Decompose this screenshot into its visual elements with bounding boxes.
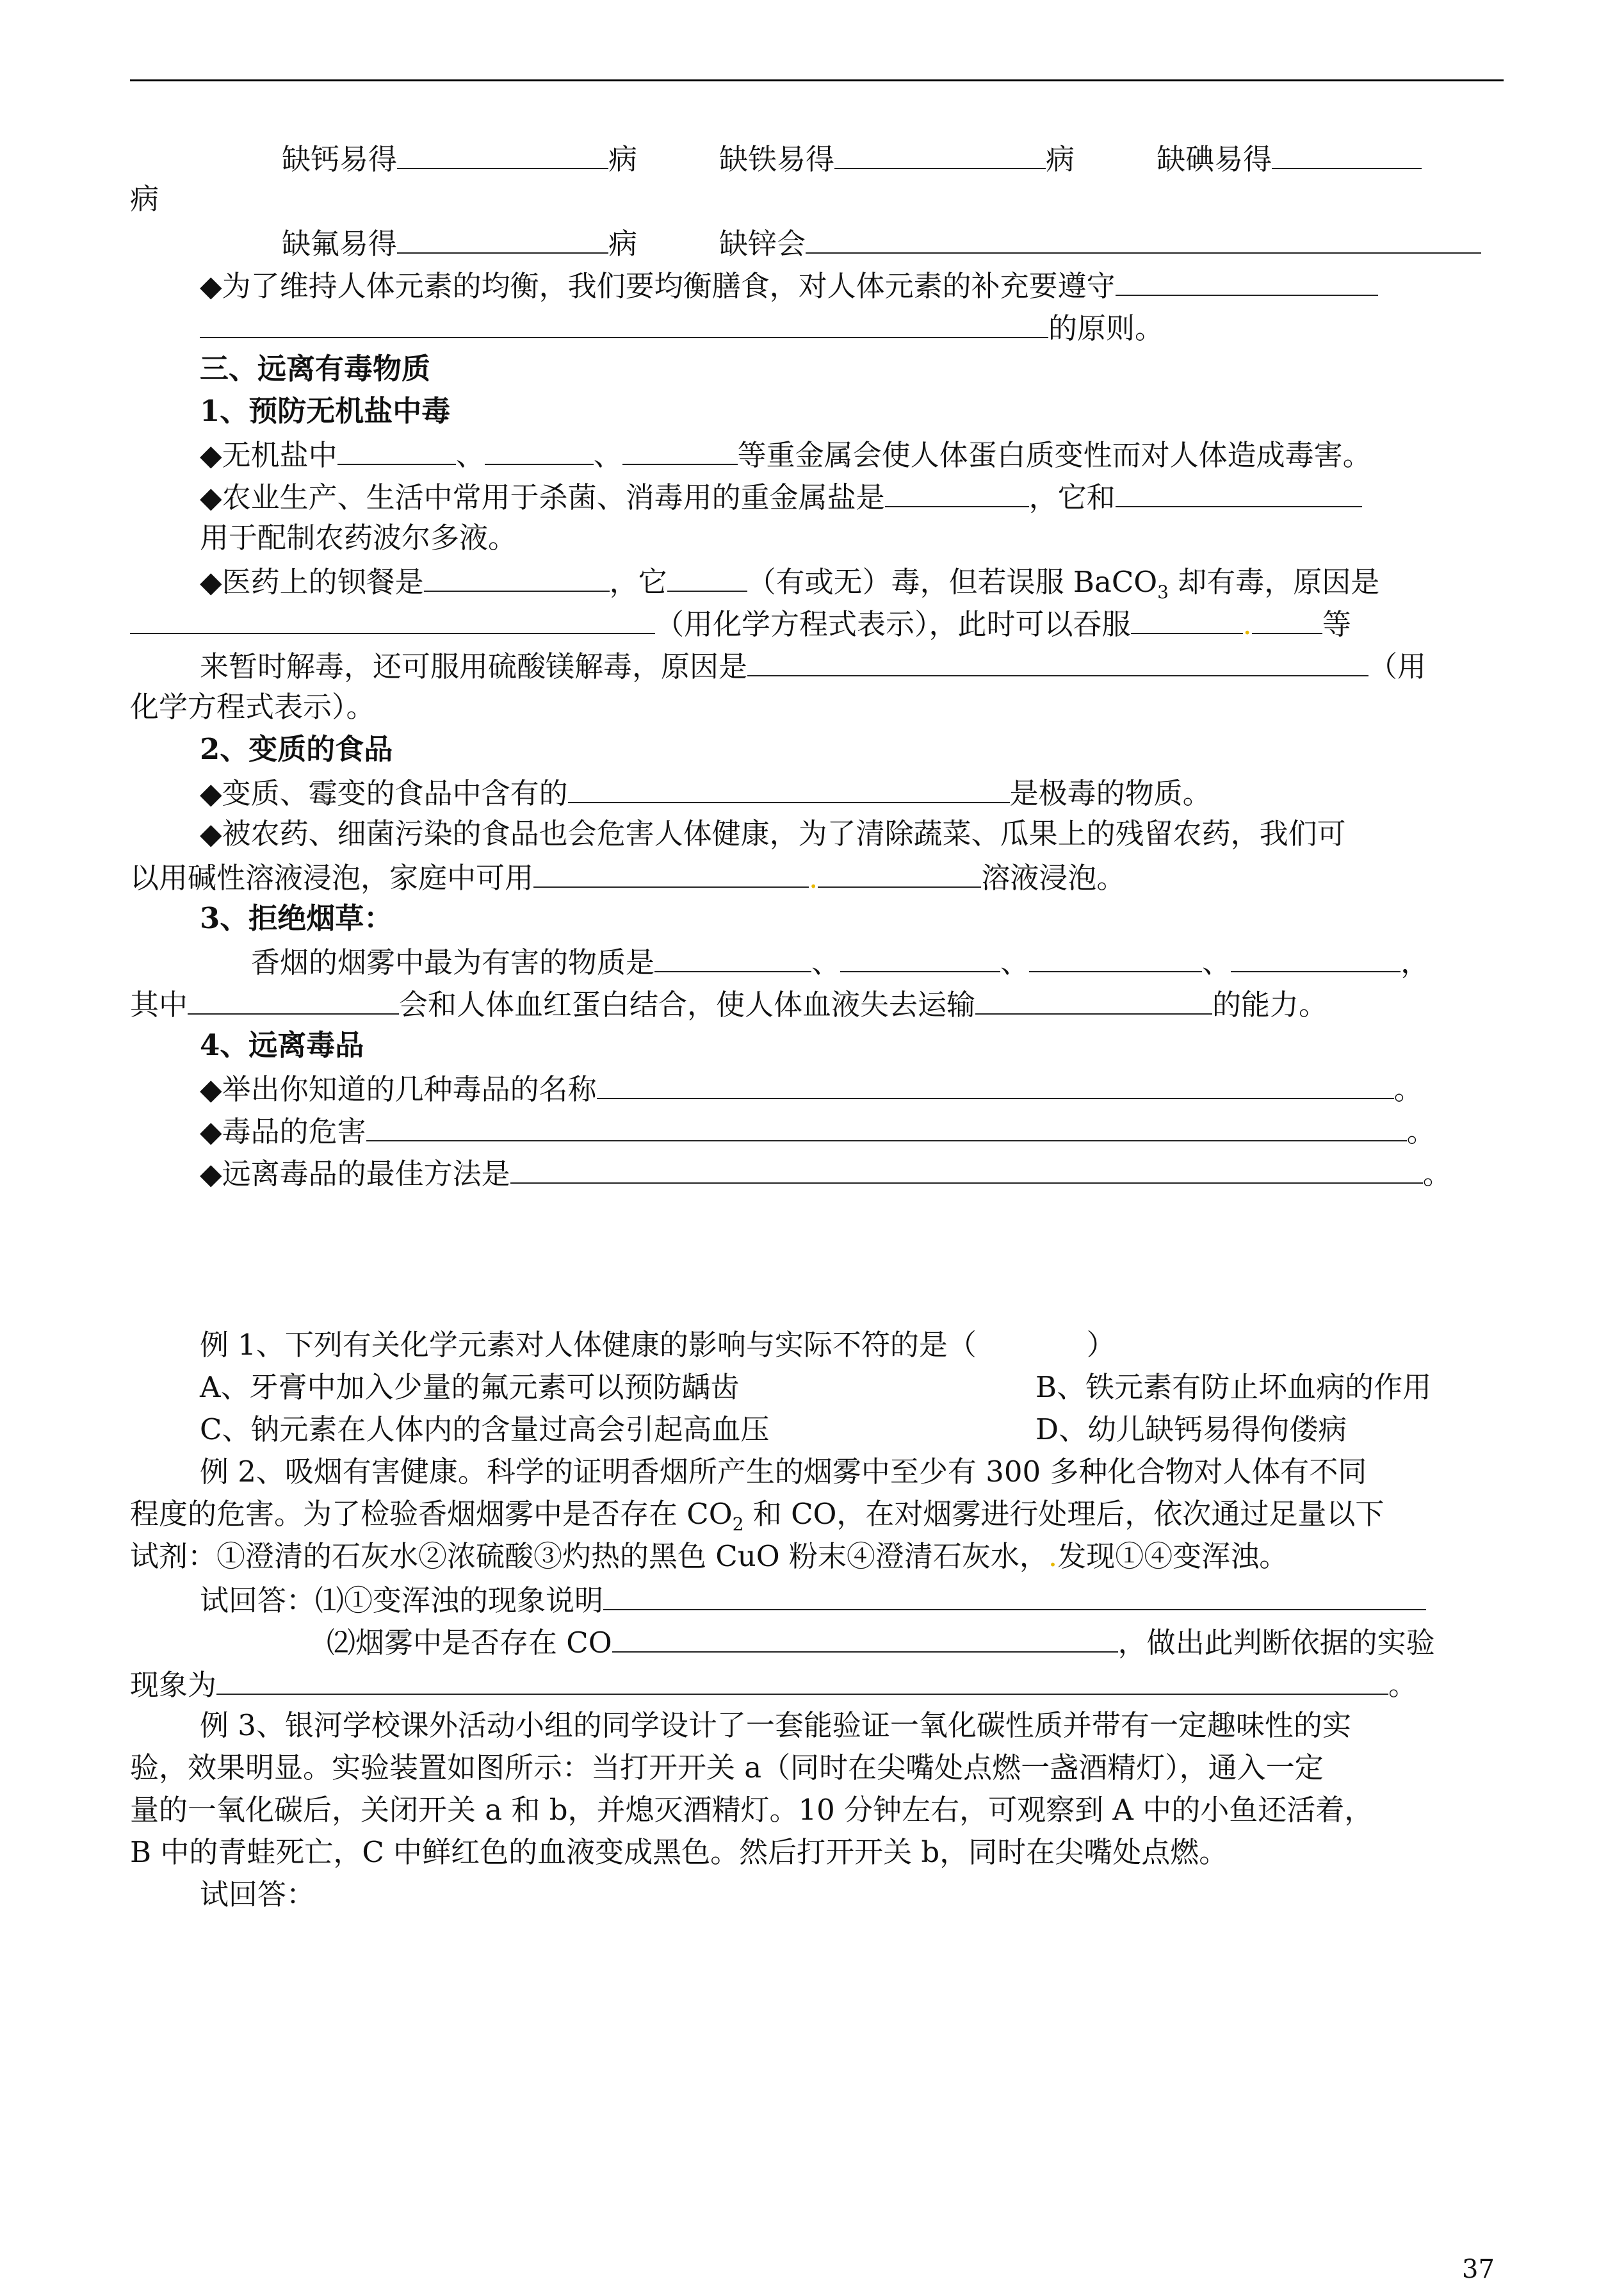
subsection-3: 3、拒绝烟草： xyxy=(200,901,393,935)
section-title: 三、远离有毒物质 xyxy=(200,352,431,386)
example-1-option-a: A、牙膏中加入少量的氟元素可以预防龋齿 xyxy=(200,1370,740,1404)
drug-line-1: ◆举出你知道的几种毒品的名称 。 xyxy=(200,1065,1423,1111)
example-2-line-2: 程度的危害。为了检验香烟烟雾中是否存在 $CO_2$ 和 CO，在对烟雾进行处理后，依次通过足量以下 xyxy=(130,1497,1384,1535)
example-1-question: 例 1、下列有关化学元素对人体健康的影响与实际不符的是（ ） xyxy=(200,1328,1116,1362)
detox-line: 来暂时解毒，还可服用硫酸镁解毒，原因是 （用 xyxy=(200,642,1426,688)
pesticide-line-1: ◆被农药、细菌污染的食品也会危害人体健康，为了清除蔬菜、瓜果上的残留农药，我们可 xyxy=(200,817,1346,851)
example-2-q3: 现象为 。 xyxy=(130,1660,1417,1706)
heavy-metal-line: ◆无机盐中 、 、 等重金属会使人体蛋白质变性而对人体造成毒害。 xyxy=(200,430,1372,477)
example-3-line-2: 验，效果明显。实验装置如图所示：当打开开关 a（同时在尖嘴处点燃一盏酒精灯），通入一定 xyxy=(130,1751,1324,1785)
example-1-option-d: D、幼儿缺钙易得佝偻病 xyxy=(1035,1412,1347,1446)
example-2-line-1: 例 2、吸烟有害健康。科学的证明香烟所产生的烟雾中至少有 300 多种化合物对人体有不同 xyxy=(200,1455,1367,1489)
example-3-line-1: 例 3、银河学校课外活动小组的同学设计了一套能验证一氧化碳性质并带有一定趣味性的实 xyxy=(200,1708,1351,1742)
subsection-4: 4、远离毒品 xyxy=(200,1028,364,1062)
smoke-line-1: 香烟的烟雾中最为有害的物质是 、 、 、 ， xyxy=(251,938,1429,984)
subsection-1: 1、预防无机盐中毒 xyxy=(200,394,451,428)
example-2-q2: ⑵烟雾中是否存在 CO ，做出此判断依据的实验 xyxy=(327,1618,1435,1664)
example-2-q1: 试回答：⑴①变浑浊的现象说明 xyxy=(200,1576,1426,1622)
example-1-option-c: C、钠元素在人体内的含量过高会引起高血压 xyxy=(200,1412,770,1446)
page-number: 37 xyxy=(1462,2255,1495,2284)
example-3-line-5: 试回答： xyxy=(200,1877,316,1911)
example-1-option-b: B、铁元素有防止坏血病的作用 xyxy=(1035,1370,1432,1404)
example-3-line-3: 量的一氧化碳后，关闭开关 a 和 b，并熄灭酒精灯。10 分钟左右，可观察到 A 中的小鱼还活着， xyxy=(130,1793,1374,1827)
subsection-2: 2、变质的食品 xyxy=(200,732,393,766)
equation-line: （用化学方程式表示），此时可以吞服 . 等 xyxy=(130,600,1351,646)
example-2-line-3: 试剂：①澄清的石灰水②浓硫酸③灼热的黑色 CuO 粉末④澄清石灰水，.发现①④变浑浊。 xyxy=(130,1539,1288,1573)
pesticide-line-2: 以用碱性溶液浸泡，家庭中可用 . 溶液浸泡。 xyxy=(130,853,1125,899)
agri-line-2: 用于配制农药波尔多液。 xyxy=(200,521,517,555)
drug-line-2: ◆毒品的危害 。 xyxy=(200,1107,1436,1153)
balance-line-1: ◆为了维持人体元素的均衡，我们要均衡膳食，对人体元素的补充要遵守 xyxy=(200,261,1378,307)
deficiency-line-1-wrap: 病 xyxy=(130,182,159,216)
agri-line-1: ◆农业生产、生活中常用于杀菌、消毒用的重金属盐是 ，它和 xyxy=(200,473,1362,519)
balance-line-2: 的原则。 xyxy=(200,304,1164,350)
detox-line-2: 化学方程式表示）。 xyxy=(130,690,375,724)
mold-line: ◆变质、霉变的食品中含有的 是极毒的物质。 xyxy=(200,769,1212,815)
header-rule xyxy=(130,79,1504,81)
deficiency-line-1: 缺钙易得 病 缺铁易得 病 缺碘易得 xyxy=(282,135,1422,181)
smoke-line-2: 其中 会和人体血红蛋白结合，使人体血液失去运输 的能力。 xyxy=(130,980,1328,1026)
deficiency-line-2: 缺氟易得 病 缺锌会 xyxy=(282,219,1481,265)
example-3-line-4: B 中的青蛙死亡，C 中鲜红色的血液变成黑色。然后打开开关 b，同时在尖嘴处点燃。 xyxy=(130,1835,1228,1869)
drug-line-3: ◆远离毒品的最佳方法是 。 xyxy=(200,1149,1452,1195)
barium-line: ◆医药上的钡餐是 ，它 （有或无）毒，但若误服 BaCO$_3$ 却有毒，原因是 xyxy=(200,557,1379,603)
